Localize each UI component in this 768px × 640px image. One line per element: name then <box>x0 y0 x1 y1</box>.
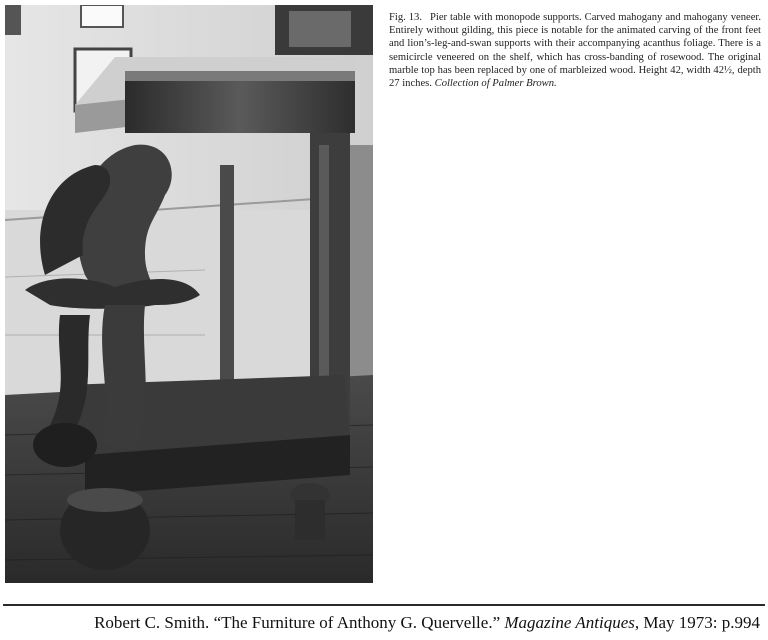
citation-journal: Magazine Antiques <box>504 613 635 632</box>
citation-date-page: , May 1973: p.994 <box>634 613 760 632</box>
source-citation <box>0 612 760 634</box>
figure-number: Fig. 13. <box>389 12 422 23</box>
caption-text: Pier table with monopode supports. Carved mahogany and mahogany veneer. Entirely without gilding, this piece is notable for the animated carving of the front feet and lion’s-leg-and-swan supports with their accompanying acanthus foliage. There is a semicircle veneered on the shelf, which has cross-banding of rosewood. The original marble top has been replaced by one of marbleized wood. Height 42, width 42½, depth 27 inches. <box>389 12 761 90</box>
divider-rule <box>3 604 765 606</box>
citation-author: Robert C. Smith. <box>94 613 210 632</box>
caption-collection: Collection of Palmer Brown. <box>434 78 557 90</box>
pier-table-photograph <box>5 5 373 583</box>
citation-article: “The Furniture of Anthony G. Quervelle.” <box>213 613 501 632</box>
figure-caption <box>389 11 761 90</box>
